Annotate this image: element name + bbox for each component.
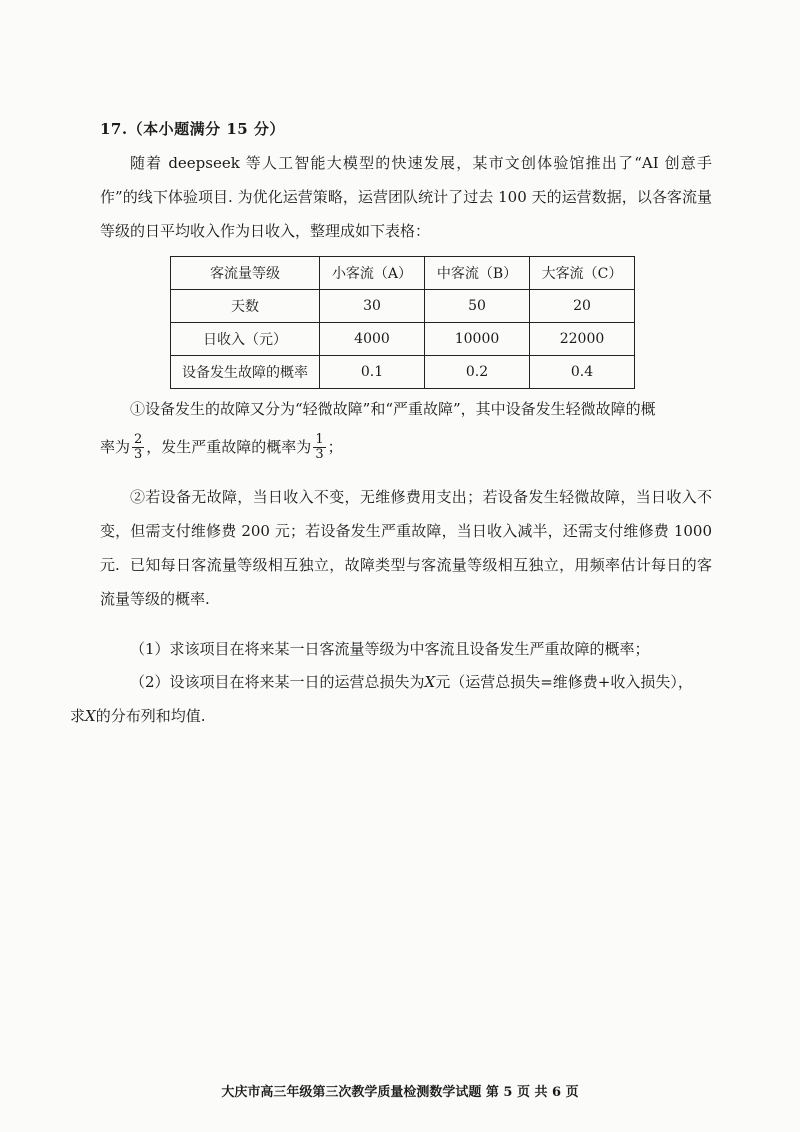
variable-x: X — [424, 673, 436, 691]
table-cell: 设备发生故障的概率 — [171, 356, 320, 389]
question-2-text: 的分布列和均值. — [95, 707, 206, 725]
table-cell: 天数 — [171, 290, 320, 323]
question-2-text: 求 — [70, 707, 86, 725]
note-1-line-1: ①设备发生的故障又分为“轻微故障”和“严重故障”，其中设备发生轻微故障的概 — [130, 400, 656, 418]
table-cell: 22000 — [530, 323, 635, 356]
table-cell: 4000 — [320, 323, 425, 356]
fraction-one-third — [313, 433, 325, 462]
table-header-cell: 客流量等级 — [171, 257, 320, 290]
note-1-line-2 — [100, 432, 712, 463]
table-header-cell: 大客流（C） — [530, 257, 635, 290]
table-cell: 30 — [320, 290, 425, 323]
fraction-denominator: 3 — [134, 446, 143, 462]
note-1-text: ； — [327, 438, 343, 456]
table-header-row — [171, 257, 635, 290]
table-cell: 0.2 — [425, 356, 530, 389]
fraction-two-thirds — [132, 433, 144, 462]
page-footer: 大庆市高三年级第三次教学质量检测数学试题 第 5 页 共 6 页 — [221, 1085, 579, 1100]
table-cell: 日收入（元） — [171, 323, 320, 356]
problem-heading: 17.（本小题满分 15 分） — [100, 120, 285, 138]
table-cell: 0.4 — [530, 356, 635, 389]
table-row — [171, 323, 635, 356]
question-2-text: （2）设该项目在将来某一日的运营总损失为 — [130, 673, 425, 691]
fraction-numerator: 1 — [315, 431, 324, 447]
table-header-cell: 小客流（A） — [320, 257, 425, 290]
variable-x: X — [85, 707, 96, 725]
problem-intro: 随着 deepseek 等人工智能大模型的快速发展，某市文创体验馆推出了“AI 创意手作”的线下体验项目. 为优化运营策略，运营团队统计了过去 100 天的运营数据，以各客流量等级的日平均收入作为日收入，整理成如下表格： — [100, 154, 712, 240]
table-row — [171, 356, 635, 389]
table-cell: 50 — [425, 290, 530, 323]
note-1-text: 率为 — [100, 438, 131, 456]
note-3: 已知每日客流量等级相互独立，故障类型与客流量等级相互独立，用频率估计每日的客流量等级的概率. — [100, 556, 712, 608]
note-2: ②若设备无故障，当日收入不变，无维修费用支出；若设备发生轻微故障，当日收入不变，但需支付维修费 200 元；若设备发生严重故障，当日收入减半，还需支付维修费 1000 元. — [100, 488, 712, 574]
question-2 — [70, 665, 712, 733]
fraction-denominator: 3 — [315, 446, 324, 462]
data-table — [170, 256, 635, 389]
question-1: （1）求该项目在将来某一日客流量等级为中客流且设备发生严重故障的概率； — [130, 640, 650, 658]
table-cell: 20 — [530, 290, 635, 323]
table-cell: 0.1 — [320, 356, 425, 389]
question-2-text: 元（运营总损失=维修费+收入损失）， — [435, 673, 693, 691]
table-row — [171, 290, 635, 323]
fraction-numerator: 2 — [134, 431, 143, 447]
note-1-text: ，发生严重故障的概率为 — [146, 438, 312, 456]
table-header-cell: 中客流（B） — [425, 257, 530, 290]
table-cell: 10000 — [425, 323, 530, 356]
